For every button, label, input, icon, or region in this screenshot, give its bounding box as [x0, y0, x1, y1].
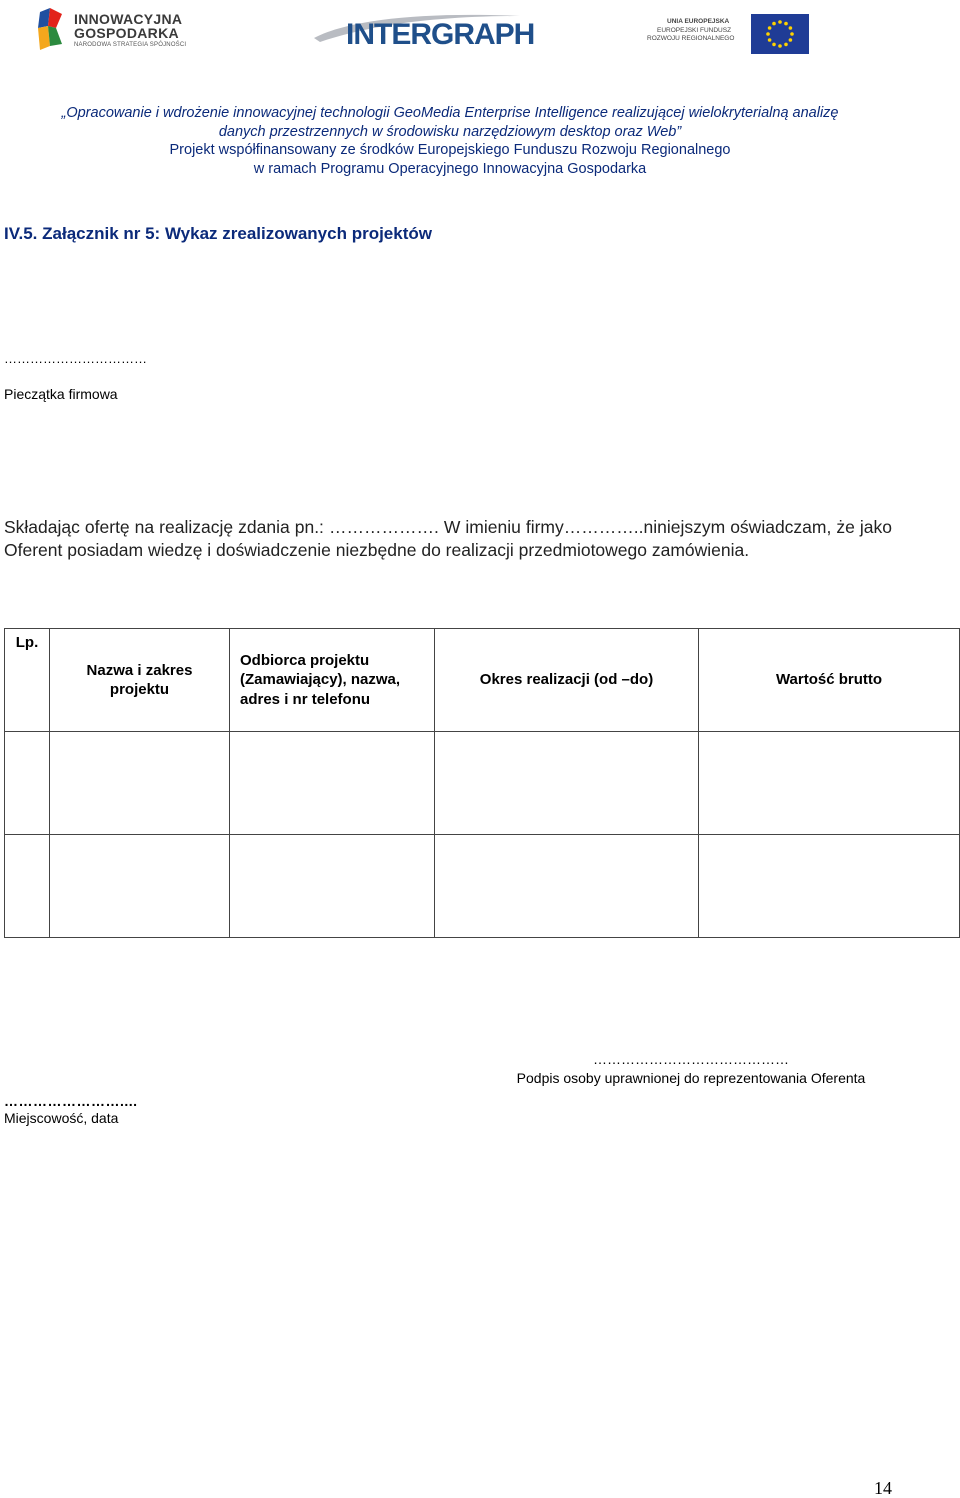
projects-table: [4, 628, 960, 938]
innowacyjna-gospodarka-emblem-icon: [36, 6, 66, 52]
project-title-line2: danych przestrzennych w środowisku narzędziowym desktop oraz Web”: [218, 123, 682, 140]
header-lp-label: Lp.: [15, 634, 39, 651]
logo-right-line1: UNIA EUROPEJSKA: [667, 18, 730, 25]
project-title-line1: „Opracowanie i wdrożenie innowacyjnej technologii GeoMedia Enterprise Intelligence realizującej wielokryterialną analizę: [61, 105, 839, 121]
table-cell[interactable]: [699, 732, 960, 835]
table-header-row: [5, 629, 960, 732]
page-number: 14: [874, 1478, 892, 1498]
intergraph-wordmark: INTERGRAPH: [346, 18, 535, 51]
header-client: Odbiorca projektu (Zamawiający), nazwa, adres i nr telefonu: [230, 629, 435, 732]
logo-left-line3: NARODOWA STRATEGIA SPÓJNOŚCI: [74, 42, 187, 48]
section-title: IV.5. Załącznik nr 5: Wykaz zrealizowanych projektów: [4, 224, 432, 243]
table-cell[interactable]: [50, 732, 230, 835]
signature-dots: ……………………………………: [593, 1051, 789, 1067]
table-cell[interactable]: [699, 835, 960, 938]
place-date-label: Miejscowość, data: [4, 1110, 119, 1126]
table-row: [5, 732, 960, 835]
project-funding-line1: Projekt współfinansowany ze środków Europejskiego Funduszu Rozwoju Regionalnego: [169, 142, 731, 158]
innowacyjna-gospodarka-logo: [36, 4, 196, 54]
header-period: Okres realizacji (od –do): [435, 629, 699, 732]
intergraph-logo: [312, 12, 535, 52]
place-date-dots: ……………………....: [4, 1093, 138, 1109]
logo-left-line1: INNOWACYJNA: [74, 11, 183, 27]
table-cell[interactable]: [230, 732, 435, 835]
eu-fund-logo: [643, 14, 809, 54]
header-lp: [5, 629, 50, 732]
eu-flag-icon: [751, 14, 809, 54]
header-value: Wartość brutto: [699, 629, 960, 732]
table-cell[interactable]: [5, 732, 50, 835]
table-cell[interactable]: [5, 835, 50, 938]
stamp-dots: ……………………………: [4, 351, 147, 366]
logo-right-line2: EUROPEJSKI FUNDUSZ: [657, 27, 732, 34]
header-project-name: [50, 629, 230, 732]
table-cell[interactable]: [435, 835, 699, 938]
stamp-label: Pieczątka firmowa: [4, 386, 118, 402]
statement-paragraph: Składając ofertę na realizację zdania pn.: ………………. W imieniu firmy…………..niniejszym oświadczam, że jako Oferent posiadam wiedzę i doświadczenie niezbędne do realizacji przedmiotowego zamówienia.: [4, 517, 892, 560]
header-project-name-label: Nazwa i zakres projektu: [86, 661, 193, 698]
table-cell[interactable]: [50, 835, 230, 938]
table-cell[interactable]: [230, 835, 435, 938]
logo-right-line3: ROZWOJU REGIONALNEGO: [647, 35, 735, 42]
signature-label: Podpis osoby uprawnionej do reprezentowania Oferenta: [516, 1070, 866, 1086]
project-funding-line2: w ramach Programu Operacyjnego Innowacyjna Gospodarka: [253, 160, 647, 177]
logo-left-line2: GOSPODARKA: [74, 25, 179, 41]
table-cell[interactable]: [435, 732, 699, 835]
project-header: [0, 104, 900, 178]
table-row: [5, 835, 960, 938]
